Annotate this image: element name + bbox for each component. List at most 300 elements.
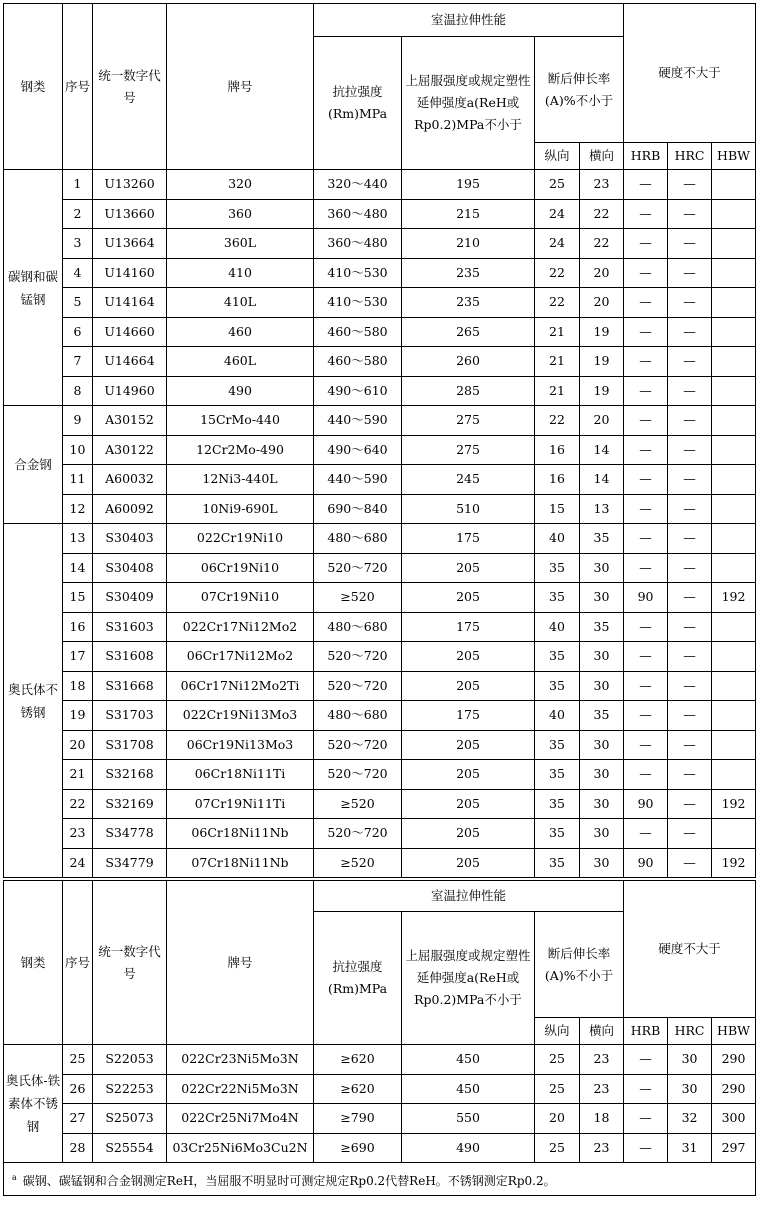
elong-trans-cell: 14 xyxy=(580,435,624,465)
grade-cell: 12Cr2Mo-490 xyxy=(167,435,314,465)
yield-cell: 205 xyxy=(402,730,535,760)
elong-long-cell: 40 xyxy=(535,701,580,731)
hbw-cell xyxy=(712,199,756,229)
table-row xyxy=(4,671,756,701)
hrb-cell: 90 xyxy=(624,789,668,819)
hrc-cell: — xyxy=(668,760,712,790)
col-seq: 序号 xyxy=(63,881,93,1045)
uns-cell: U14960 xyxy=(93,376,167,406)
uns-cell: S31668 xyxy=(93,671,167,701)
elong-long-cell: 20 xyxy=(535,1104,580,1134)
uns-cell: S30403 xyxy=(93,524,167,554)
hbw-cell xyxy=(712,642,756,672)
hrb-cell: — xyxy=(624,1045,668,1075)
hbw-cell xyxy=(712,553,756,583)
footnote-mark: a xyxy=(12,1172,17,1182)
seq-cell: 19 xyxy=(63,701,93,731)
yield-cell: 205 xyxy=(402,848,535,878)
table-row xyxy=(4,1133,756,1163)
elong-long-cell: 35 xyxy=(535,730,580,760)
elong-long-cell: 35 xyxy=(535,553,580,583)
col-steel-class: 钢类 xyxy=(4,881,63,1045)
hrc-cell: — xyxy=(668,789,712,819)
table-row xyxy=(4,524,756,554)
col-hrb: HRB xyxy=(624,143,668,170)
table-row xyxy=(4,553,756,583)
elong-trans-cell: 19 xyxy=(580,317,624,347)
hrb-cell: 90 xyxy=(624,583,668,613)
elong-trans-cell: 23 xyxy=(580,1045,624,1075)
elong-long-cell: 25 xyxy=(535,1045,580,1075)
table-footnote xyxy=(4,1163,756,1196)
elong-long-cell: 22 xyxy=(535,258,580,288)
col-seq: 序号 xyxy=(63,4,93,170)
grade-cell: 360 xyxy=(167,199,314,229)
elong-trans-cell: 13 xyxy=(580,494,624,524)
property-table-part1 xyxy=(3,3,756,878)
uns-cell: S25073 xyxy=(93,1104,167,1134)
hrc-cell: — xyxy=(668,524,712,554)
seq-cell: 24 xyxy=(63,848,93,878)
hrb-cell: — xyxy=(624,199,668,229)
seq-cell: 18 xyxy=(63,671,93,701)
grade-cell: 460L xyxy=(167,347,314,377)
col-hrc: HRC xyxy=(668,1018,712,1045)
col-yield-strength: 上屈服强度或规定塑性延伸强度a(ReH或Rp0.2)MPa不小于 xyxy=(402,37,535,170)
hrb-cell: — xyxy=(624,406,668,436)
col-hardness: 硬度不大于 xyxy=(624,881,756,1018)
uns-cell: S31608 xyxy=(93,642,167,672)
seq-cell: 4 xyxy=(63,258,93,288)
tensile-cell: 410～530 xyxy=(314,258,402,288)
elong-long-cell: 25 xyxy=(535,1074,580,1104)
tensile-cell: 480～680 xyxy=(314,612,402,642)
col-uns: 统一数字代号 xyxy=(93,4,167,170)
hrb-cell: — xyxy=(624,494,668,524)
grade-cell: 320 xyxy=(167,170,314,200)
tensile-cell: 360～480 xyxy=(314,199,402,229)
table-row xyxy=(4,258,756,288)
elong-long-cell: 40 xyxy=(535,612,580,642)
hrb-cell: — xyxy=(624,642,668,672)
hrc-cell: 30 xyxy=(668,1074,712,1104)
hrb-cell: — xyxy=(624,760,668,790)
elong-trans-cell: 23 xyxy=(580,170,624,200)
elong-trans-cell: 20 xyxy=(580,406,624,436)
elong-long-cell: 40 xyxy=(535,524,580,554)
table-row xyxy=(4,347,756,377)
hbw-cell xyxy=(712,317,756,347)
elong-trans-cell: 30 xyxy=(580,642,624,672)
hrb-cell: — xyxy=(624,553,668,583)
hbw-cell xyxy=(712,435,756,465)
elong-long-cell: 22 xyxy=(535,288,580,318)
hbw-cell xyxy=(712,730,756,760)
hbw-cell xyxy=(712,288,756,318)
elong-long-cell: 16 xyxy=(535,435,580,465)
tensile-cell: ≥620 xyxy=(314,1074,402,1104)
uns-cell: S30409 xyxy=(93,583,167,613)
elong-long-cell: 16 xyxy=(535,465,580,495)
tensile-cell: ≥620 xyxy=(314,1045,402,1075)
hrc-cell: 30 xyxy=(668,1045,712,1075)
uns-cell: U13664 xyxy=(93,229,167,259)
hrb-cell: — xyxy=(624,435,668,465)
elong-trans-cell: 30 xyxy=(580,789,624,819)
table-row xyxy=(4,583,756,613)
grade-cell: 15CrMo-440 xyxy=(167,406,314,436)
elong-long-cell: 24 xyxy=(535,199,580,229)
hrb-cell: — xyxy=(624,1133,668,1163)
seq-cell: 8 xyxy=(63,376,93,406)
tensile-cell: 690～840 xyxy=(314,494,402,524)
uns-cell: S31703 xyxy=(93,701,167,731)
hrc-cell: 32 xyxy=(668,1104,712,1134)
tensile-cell: ≥520 xyxy=(314,848,402,878)
table-row xyxy=(4,789,756,819)
elong-long-cell: 25 xyxy=(535,1133,580,1163)
hbw-cell xyxy=(712,376,756,406)
hbw-cell: 192 xyxy=(712,789,756,819)
yield-cell: 175 xyxy=(402,524,535,554)
col-longitudinal: 纵向 xyxy=(535,143,580,170)
hbw-cell: 192 xyxy=(712,583,756,613)
yield-cell: 205 xyxy=(402,671,535,701)
table-row xyxy=(4,406,756,436)
yield-cell: 450 xyxy=(402,1074,535,1104)
yield-cell: 550 xyxy=(402,1104,535,1134)
hrc-cell: — xyxy=(668,671,712,701)
tensile-cell: ≥790 xyxy=(314,1104,402,1134)
hrc-cell: — xyxy=(668,170,712,200)
seq-cell: 20 xyxy=(63,730,93,760)
seq-cell: 3 xyxy=(63,229,93,259)
col-tensile-group: 室温拉伸性能 xyxy=(314,4,624,37)
tensile-cell: 480～680 xyxy=(314,701,402,731)
table-row xyxy=(4,229,756,259)
tensile-cell: 480～680 xyxy=(314,524,402,554)
table-row xyxy=(4,1104,756,1134)
col-tensile-strength: 抗拉强度(Rm)MPa xyxy=(314,912,402,1045)
elong-long-cell: 35 xyxy=(535,760,580,790)
tensile-cell: 440～590 xyxy=(314,406,402,436)
elong-trans-cell: 20 xyxy=(580,258,624,288)
seq-cell: 16 xyxy=(63,612,93,642)
tensile-cell: 410～530 xyxy=(314,288,402,318)
elong-trans-cell: 19 xyxy=(580,347,624,377)
table-row xyxy=(4,701,756,731)
grade-cell: 10Ni9-690L xyxy=(167,494,314,524)
elong-trans-cell: 30 xyxy=(580,848,624,878)
elong-trans-cell: 30 xyxy=(580,671,624,701)
seq-cell: 5 xyxy=(63,288,93,318)
hrb-cell: — xyxy=(624,701,668,731)
table-row xyxy=(4,612,756,642)
tensile-cell: 360～480 xyxy=(314,229,402,259)
col-hrb: HRB xyxy=(624,1018,668,1045)
yield-cell: 275 xyxy=(402,406,535,436)
steel-class-cell: 碳钢和碳锰钢 xyxy=(4,170,63,406)
hrb-cell: — xyxy=(624,524,668,554)
seq-cell: 1 xyxy=(63,170,93,200)
seq-cell: 2 xyxy=(63,199,93,229)
seq-cell: 12 xyxy=(63,494,93,524)
elong-trans-cell: 30 xyxy=(580,730,624,760)
elong-trans-cell: 22 xyxy=(580,199,624,229)
uns-cell: U14660 xyxy=(93,317,167,347)
yield-cell: 275 xyxy=(402,435,535,465)
col-tensile-strength: 抗拉强度(Rm)MPa xyxy=(314,37,402,170)
elong-trans-cell: 22 xyxy=(580,229,624,259)
col-yield-strength: 上屈服强度或规定塑性延伸强度a(ReH或Rp0.2)MPa不小于 xyxy=(402,912,535,1045)
table-row xyxy=(4,760,756,790)
hrc-cell: — xyxy=(668,819,712,849)
grade-cell: 022Cr17Ni12Mo2 xyxy=(167,612,314,642)
grade-cell: 022Cr22Ni5Mo3N xyxy=(167,1074,314,1104)
yield-cell: 195 xyxy=(402,170,535,200)
grade-cell: 490 xyxy=(167,376,314,406)
table-row xyxy=(4,848,756,878)
uns-cell: S30408 xyxy=(93,553,167,583)
yield-cell: 205 xyxy=(402,553,535,583)
yield-cell: 215 xyxy=(402,199,535,229)
footnote-text: 碳钢、碳锰钢和合金钢测定ReH，当屈服不明显时可测定规定Rp0.2代替ReH。不锈钢测定Rp0.2。 xyxy=(22,1173,556,1188)
col-grade: 牌号 xyxy=(167,881,314,1045)
hrc-cell: — xyxy=(668,376,712,406)
tensile-cell: ≥690 xyxy=(314,1133,402,1163)
col-transverse: 横向 xyxy=(580,143,624,170)
steel-class-cell: 合金钢 xyxy=(4,406,63,524)
hrc-cell: — xyxy=(668,848,712,878)
table-row xyxy=(4,199,756,229)
hrb-cell: — xyxy=(624,671,668,701)
elong-trans-cell: 18 xyxy=(580,1104,624,1134)
hrc-cell: — xyxy=(668,730,712,760)
elong-long-cell: 35 xyxy=(535,819,580,849)
tensile-cell: 490～640 xyxy=(314,435,402,465)
uns-cell: A30152 xyxy=(93,406,167,436)
property-table-part2 xyxy=(3,880,756,1196)
hrb-cell: — xyxy=(624,170,668,200)
uns-cell: U14160 xyxy=(93,258,167,288)
col-elongation: 断后伸长率(A)%不小于 xyxy=(535,912,624,1018)
yield-cell: 210 xyxy=(402,229,535,259)
table-row xyxy=(4,288,756,318)
seq-cell: 6 xyxy=(63,317,93,347)
elong-trans-cell: 30 xyxy=(580,553,624,583)
elong-trans-cell: 23 xyxy=(580,1074,624,1104)
yield-cell: 490 xyxy=(402,1133,535,1163)
yield-cell: 235 xyxy=(402,258,535,288)
hbw-cell xyxy=(712,701,756,731)
hrb-cell: — xyxy=(624,819,668,849)
seq-cell: 17 xyxy=(63,642,93,672)
hrb-cell: — xyxy=(624,229,668,259)
hbw-cell xyxy=(712,819,756,849)
tensile-cell: 520～720 xyxy=(314,730,402,760)
tensile-cell: ≥520 xyxy=(314,583,402,613)
hbw-cell xyxy=(712,671,756,701)
elong-long-cell: 35 xyxy=(535,583,580,613)
yield-cell: 205 xyxy=(402,819,535,849)
hrc-cell: — xyxy=(668,583,712,613)
hrc-cell: 31 xyxy=(668,1133,712,1163)
hbw-cell: 290 xyxy=(712,1045,756,1075)
grade-cell: 06Cr18Ni11Nb xyxy=(167,819,314,849)
yield-cell: 205 xyxy=(402,789,535,819)
col-hardness: 硬度不大于 xyxy=(624,4,756,143)
uns-cell: U13260 xyxy=(93,170,167,200)
yield-cell: 260 xyxy=(402,347,535,377)
grade-cell: 06Cr19Ni13Mo3 xyxy=(167,730,314,760)
tensile-cell: 320～440 xyxy=(314,170,402,200)
grade-cell: 022Cr19Ni10 xyxy=(167,524,314,554)
hbw-cell xyxy=(712,465,756,495)
elong-long-cell: 35 xyxy=(535,642,580,672)
hrc-cell: — xyxy=(668,642,712,672)
tensile-cell: 440～590 xyxy=(314,465,402,495)
elong-trans-cell: 20 xyxy=(580,288,624,318)
col-hbw: HBW xyxy=(712,1018,756,1045)
table-row xyxy=(4,730,756,760)
tensile-cell: 520～720 xyxy=(314,642,402,672)
tensile-cell: ≥520 xyxy=(314,789,402,819)
elong-trans-cell: 19 xyxy=(580,376,624,406)
table-row xyxy=(4,494,756,524)
seq-cell: 15 xyxy=(63,583,93,613)
uns-cell: S22053 xyxy=(93,1045,167,1075)
hrb-cell: — xyxy=(624,376,668,406)
table-row xyxy=(4,376,756,406)
hbw-cell xyxy=(712,524,756,554)
elong-trans-cell: 30 xyxy=(580,583,624,613)
uns-cell: A60092 xyxy=(93,494,167,524)
yield-cell: 205 xyxy=(402,583,535,613)
col-transverse: 横向 xyxy=(580,1018,624,1045)
uns-cell: S34779 xyxy=(93,848,167,878)
table-row xyxy=(4,465,756,495)
elong-long-cell: 15 xyxy=(535,494,580,524)
col-grade: 牌号 xyxy=(167,4,314,170)
col-hbw: HBW xyxy=(712,143,756,170)
seq-cell: 21 xyxy=(63,760,93,790)
hrb-cell: — xyxy=(624,612,668,642)
uns-cell: S31603 xyxy=(93,612,167,642)
seq-cell: 10 xyxy=(63,435,93,465)
hrc-cell: — xyxy=(668,612,712,642)
hbw-cell: 290 xyxy=(712,1074,756,1104)
uns-cell: U14664 xyxy=(93,347,167,377)
hrb-cell: — xyxy=(624,288,668,318)
grade-cell: 410L xyxy=(167,288,314,318)
table-row xyxy=(4,317,756,347)
seq-cell: 25 xyxy=(63,1045,93,1075)
grade-cell: 360L xyxy=(167,229,314,259)
hrc-cell: — xyxy=(668,435,712,465)
hrb-cell: — xyxy=(624,347,668,377)
yield-cell: 205 xyxy=(402,760,535,790)
seq-cell: 28 xyxy=(63,1133,93,1163)
seq-cell: 23 xyxy=(63,819,93,849)
hrb-cell: — xyxy=(624,1074,668,1104)
grade-cell: 06Cr17Ni12Mo2Ti xyxy=(167,671,314,701)
seq-cell: 22 xyxy=(63,789,93,819)
hrc-cell: — xyxy=(668,317,712,347)
tensile-cell: 520～720 xyxy=(314,671,402,701)
table-row xyxy=(4,642,756,672)
elong-trans-cell: 14 xyxy=(580,465,624,495)
steel-class-cell: 奥氏体不锈钢 xyxy=(4,524,63,878)
yield-cell: 205 xyxy=(402,642,535,672)
elong-long-cell: 35 xyxy=(535,848,580,878)
table-row xyxy=(4,170,756,200)
uns-cell: S31708 xyxy=(93,730,167,760)
seq-cell: 27 xyxy=(63,1104,93,1134)
elong-trans-cell: 30 xyxy=(580,760,624,790)
seq-cell: 14 xyxy=(63,553,93,583)
tensile-cell: 460～580 xyxy=(314,317,402,347)
hrc-cell: — xyxy=(668,701,712,731)
hbw-cell xyxy=(712,494,756,524)
grade-cell: 022Cr23Ni5Mo3N xyxy=(167,1045,314,1075)
elong-long-cell: 24 xyxy=(535,229,580,259)
grade-cell: 410 xyxy=(167,258,314,288)
grade-cell: 022Cr25Ni7Mo4N xyxy=(167,1104,314,1134)
elong-trans-cell: 35 xyxy=(580,524,624,554)
tensile-cell: 460～580 xyxy=(314,347,402,377)
hrc-cell: — xyxy=(668,258,712,288)
elong-long-cell: 22 xyxy=(535,406,580,436)
grade-cell: 06Cr18Ni11Ti xyxy=(167,760,314,790)
elong-trans-cell: 35 xyxy=(580,701,624,731)
col-steel-class: 钢类 xyxy=(4,4,63,170)
hbw-cell xyxy=(712,612,756,642)
tensile-cell: 520～720 xyxy=(314,553,402,583)
hbw-cell xyxy=(712,760,756,790)
yield-cell: 450 xyxy=(402,1045,535,1075)
hrb-cell: — xyxy=(624,317,668,347)
hbw-cell xyxy=(712,229,756,259)
table-row xyxy=(4,819,756,849)
elong-long-cell: 35 xyxy=(535,671,580,701)
hrb-cell: — xyxy=(624,465,668,495)
hrc-cell: — xyxy=(668,347,712,377)
hrc-cell: — xyxy=(668,494,712,524)
hrc-cell: — xyxy=(668,199,712,229)
elong-long-cell: 21 xyxy=(535,347,580,377)
yield-cell: 285 xyxy=(402,376,535,406)
yield-cell: 245 xyxy=(402,465,535,495)
seq-cell: 26 xyxy=(63,1074,93,1104)
grade-cell: 022Cr19Ni13Mo3 xyxy=(167,701,314,731)
elong-trans-cell: 30 xyxy=(580,819,624,849)
col-longitudinal: 纵向 xyxy=(535,1018,580,1045)
hbw-cell xyxy=(712,170,756,200)
yield-cell: 175 xyxy=(402,701,535,731)
elong-long-cell: 35 xyxy=(535,789,580,819)
grade-cell: 06Cr19Ni10 xyxy=(167,553,314,583)
hrb-cell: — xyxy=(624,258,668,288)
elong-trans-cell: 35 xyxy=(580,612,624,642)
table-row xyxy=(4,1074,756,1104)
uns-cell: A60032 xyxy=(93,465,167,495)
elong-trans-cell: 23 xyxy=(580,1133,624,1163)
hrc-cell: — xyxy=(668,406,712,436)
col-uns: 统一数字代号 xyxy=(93,881,167,1045)
hbw-cell: 297 xyxy=(712,1133,756,1163)
elong-long-cell: 21 xyxy=(535,317,580,347)
uns-cell: S32168 xyxy=(93,760,167,790)
